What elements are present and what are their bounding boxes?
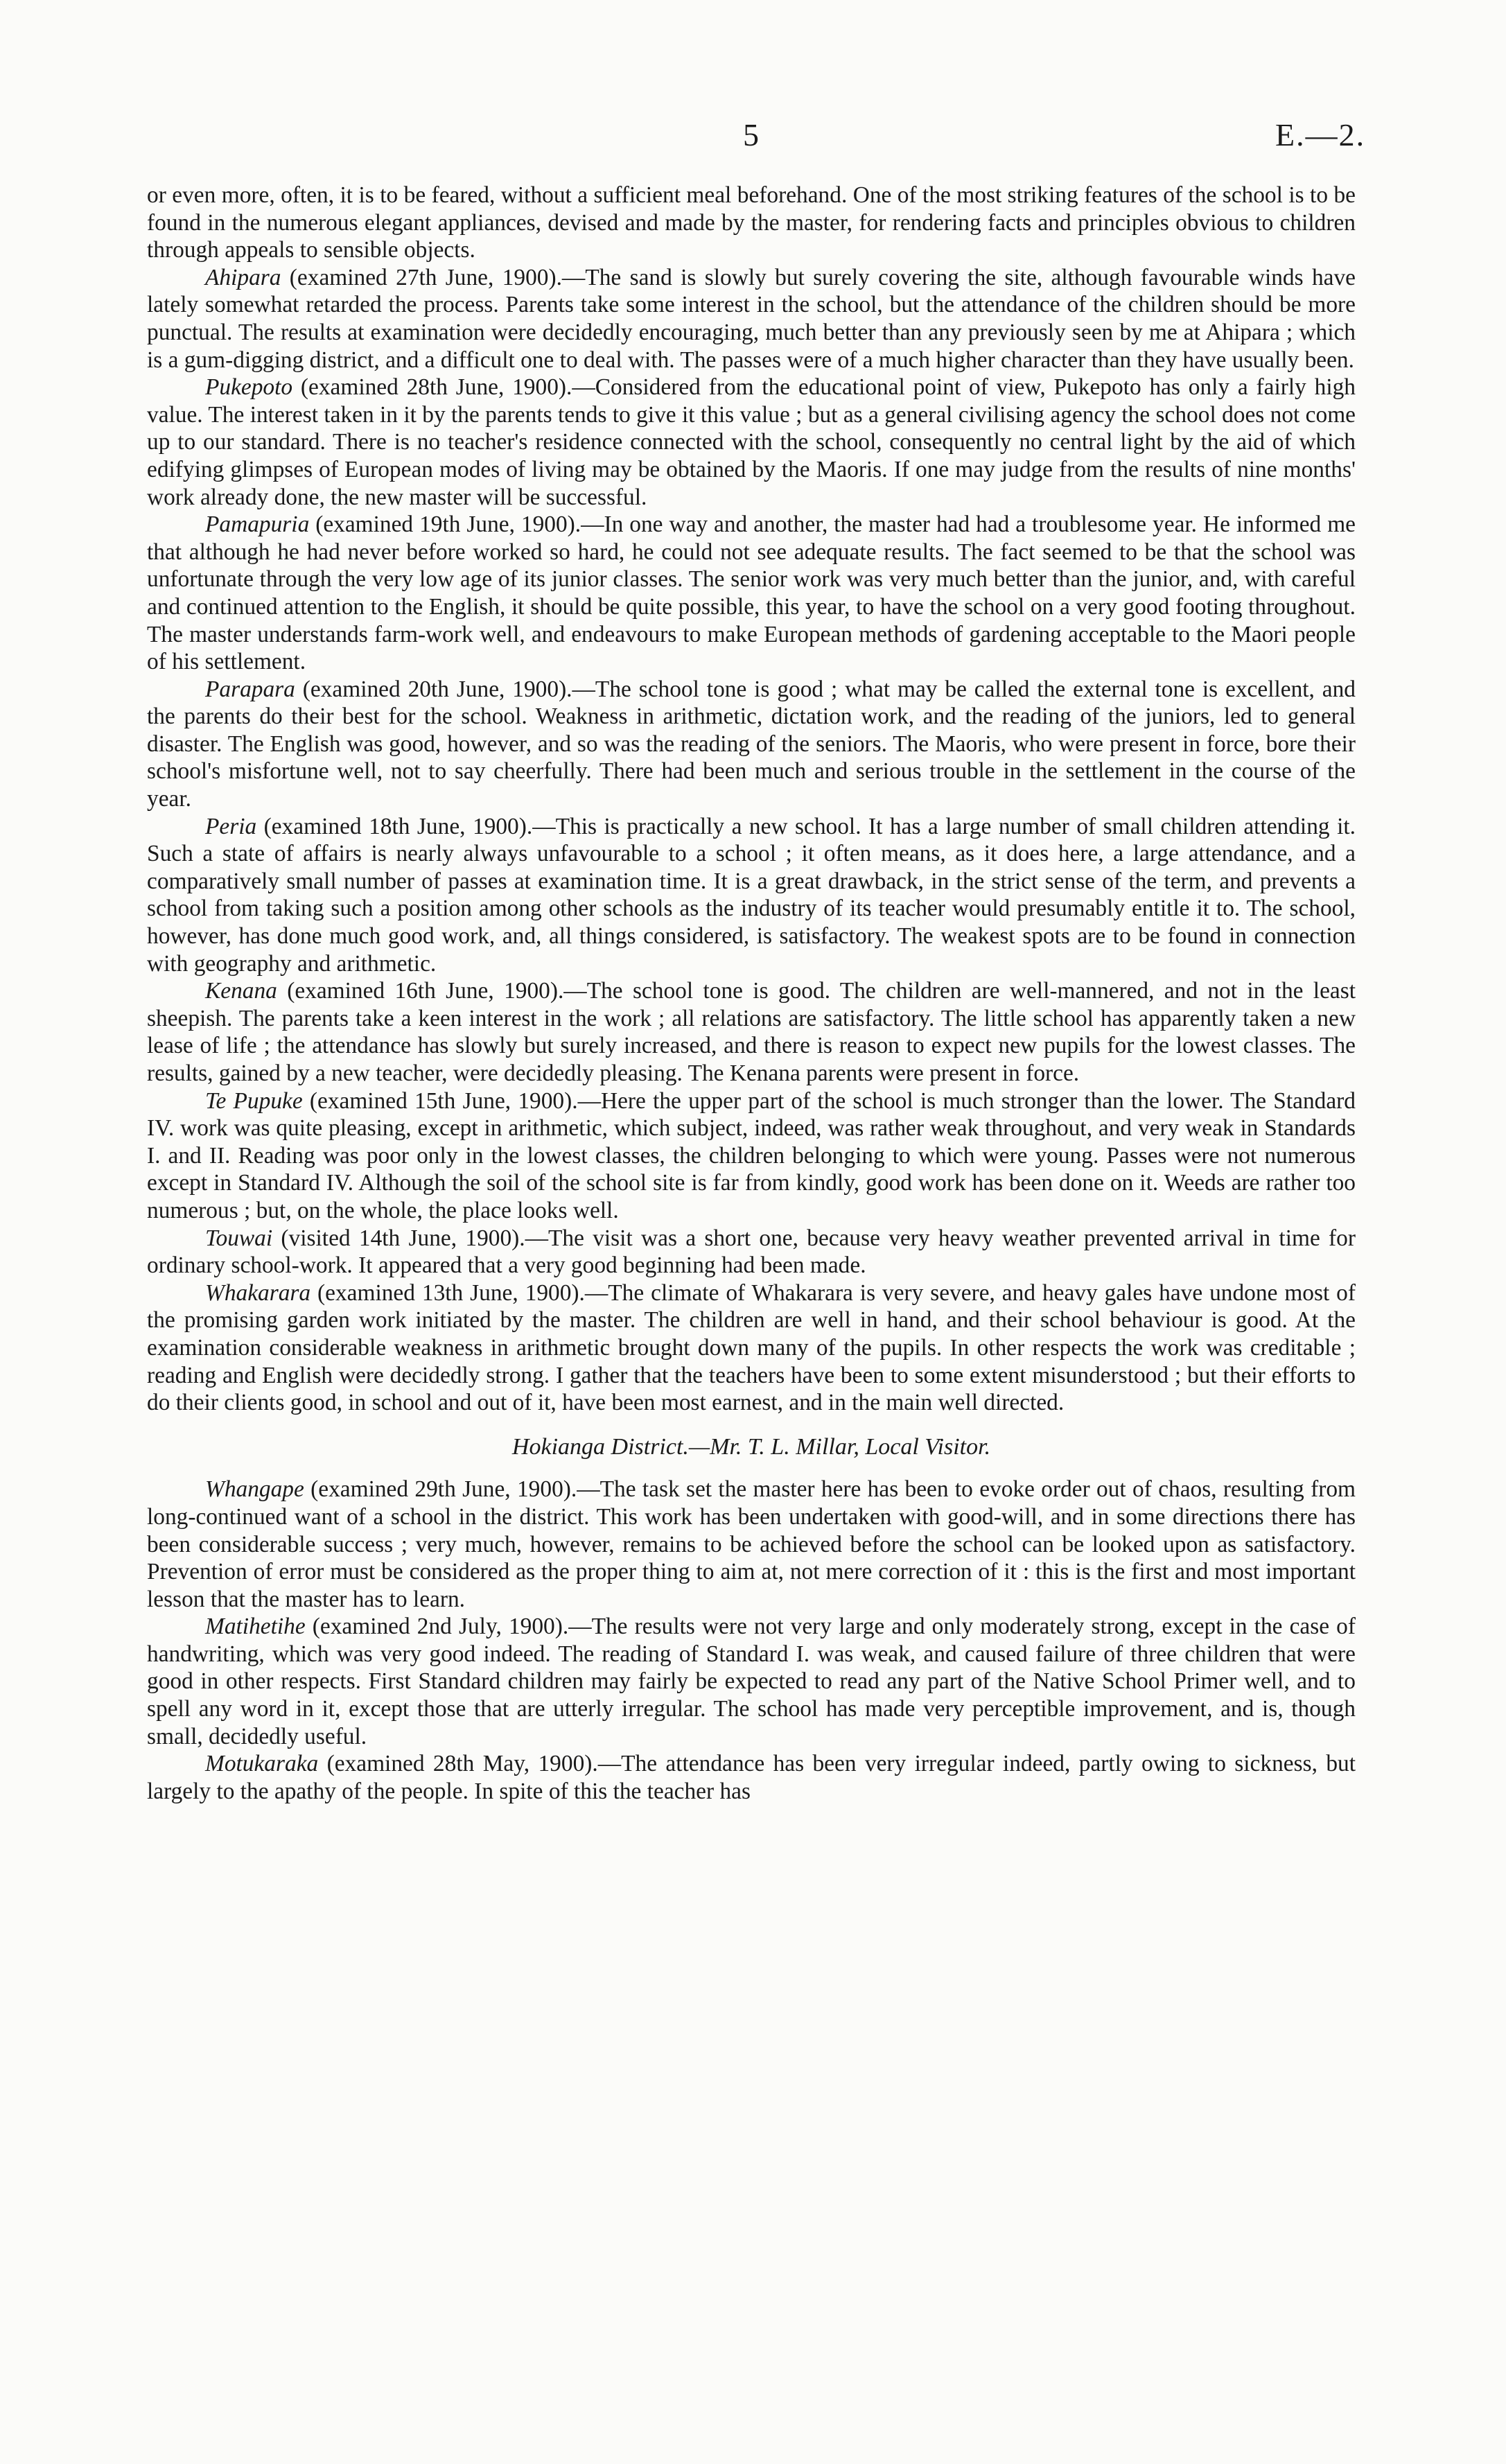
entry-peria [147,813,1356,978]
entry-parapara [147,676,1356,813]
entry-text: (examined 15th June, 1900).—Here the upper part of the school is much stronger than the lower. The Standard IV. work was quite pleasing, except in arithmetic, which subject, indeed, was rather weak throughout, and very weak in Standards I. and II. Reading was poor only in the lowest classes, the children belonging to which were young. Passes were not numerous except in Standard IV. Although the soil of the school site is far from kindly, good work has been done on it. Weeds are rather too numerous ; but, on the whole, the place looks well. [147,1087,1356,1223]
entry-text: (examined 19th June, 1900).—In one way and another, the master had had a troublesome year. He informed me that although he had never before worked so hard, he could not see adequate results. The fact seemed to be that the school was unfortunate through the very low age of its junior classes. The senior work was very much better than the junior, and, with careful and continued attention to the English, it should be quite possible, this year, to have the school on a very good footing throughout. The master understands farm-work well, and endeavours to make European methods of gardening acceptable to the Maori people of his settlement. [147,512,1356,675]
entry-touwai [147,1225,1356,1279]
entry-text: (examined 27th June, 1900).—The sand is slowly but surely covering the site, although favourable winds have lately somewhat retarded the process. Parents take some interest in the school, but the attendance of the children should be more punctual. The results at examination were decidedly encouraging, much better than any previously seen by me at Ahipara ; which is a gum-digging district, and a difficult one to deal with. The passes were of a much higher character than they have usually been. [147,264,1356,373]
entry-whakarara [147,1279,1356,1417]
place-name: Te Pupuke [205,1087,303,1114]
place-name: Pukepoto [205,374,293,401]
entry-text: (examined 18th June, 1900).—This is practically a new school. It has a large number of small children attending it. Such a state of affairs is nearly always unfavourable to a school ; it often means, as it does here, a large attendance, and a comparatively small number of passes at examination time. It is a great drawback, in the strict sense of the term, and prevents a school from taking such a position among other schools as the industry of its teacher would presumably entitle it to. The school, however, has done much good work, and, all things considered, is satisfactory. The weakest spots are to be found in connection with geography and arithmetic. [147,813,1356,977]
entry-text: (examined 2nd July, 1900).—The results were not very large and only moderately strong, except in the case of handwriting, which was very good indeed. The reading of Standard I. was weak, and caused failure of three children that were good in other respects. First Standard children may fairly be expected to read any part of the Native School Primer well, and to spell any word in it, except those that are utterly irregular. The school has made very perceptible improvement, and is, though small, decidedly useful. [147,1614,1356,1749]
place-name: Whangape [205,1476,304,1503]
entry-text: (examined 20th June, 1900).—The school tone is good ; what may be called the external tone is excellent, and the parents do their best for the school. Weakness in arithmetic, dictation work, and the reading of the juniors, led to general disaster. The English was good, however, and so was the reading of the seniors. The Maoris, who were present in force, bore their school's misfortune well, not to say cheerfully. There had been much and serious trouble in the settlement in the course of the year. [147,676,1356,812]
entry-motukaraka [147,1750,1356,1805]
entry-text: (visited 14th June, 1900).—The visit was a short one, because very heavy weather prevented arrival in time for ordinary school-work. It appeared that a very good beginning had been made. [147,1225,1356,1279]
section-heading: Hokianga District.—Mr. T. L. Millar, Local Visitor. [511,1433,991,1460]
entry-te-pupuke [147,1087,1356,1225]
entry-pamapuria [147,511,1356,676]
place-name: Motukaraka [205,1751,319,1777]
place-name: Parapara [205,676,295,702]
entry-pukepoto [147,374,1356,511]
entry-text: (examined 28th May, 1900).—The attendance has been very irregular indeed, partly owing to sickness, but largely to the apathy of the people. In spite of this the teacher has [147,1751,1356,1804]
place-name: Pamapuria [205,512,310,538]
entry-text: (examined 28th June, 1900).—Considered from the educational point of view, Pukepoto has only a fairly high value. The interest taken in it by the parents tends to give it this value ; but as a general civilising agency the school does not come up to our standard. There is no teacher's residence connected with the school, consequently no central light by the aid of which edifying glimpses of European modes of living may be obtained by the Maoris. If one may judge from the results of nine months' work already done, the new master will be successful. [147,374,1356,510]
entry-ahipara [147,264,1356,374]
place-name: Touwai [205,1225,273,1251]
place-name: Whakarara [205,1279,311,1306]
page-number: 5 [743,117,759,152]
lead-paragraph: or even more, often, it is to be feared, without a sufficient meal beforehand. One of the most striking features of the school is to be found in the numerous elegant appliances, devised and made by the master, for rendering facts and principles obvious to children through appeals to sensible objects. [147,182,1356,263]
entry-matihetihe [147,1613,1356,1750]
entry-kenana [147,977,1356,1087]
place-name: Peria [205,813,257,839]
entry-text: (examined 29th June, 1900).—The task set the master here has been to evoke order out of chaos, resulting from long-continued want of a school in the district. This work has been undertaken with good-will, and in some directions there has been considerable success ; very much, however, remains to be achieved before the school can be looked upon as satisfactory. Prevention of error must be considered as the proper thing to aim at, not mere correction of it : this is the first and most important lesson that the master has to learn. [147,1476,1356,1612]
place-name: Ahipara [205,264,281,290]
report-body [147,182,1356,1805]
place-name: Kenana [205,978,277,1004]
place-name: Matihetihe [205,1614,306,1640]
entry-whangape [147,1476,1356,1613]
entry-text: (examined 16th June, 1900).—The school tone is good. The children are well-mannered, and not in the least sheepish. The parents take a keen interest in the work ; all relations are satisfactory. The little school has apparently taken a new lease of life ; the attendance has slowly but surely increased, and there is reason to expect new pupils for the lowest classes. The results, gained by a new teacher, were decidedly pleasing. The Kenana parents were present in force. [147,978,1356,1086]
document-code: E.—2. [1275,117,1366,152]
entry-text: (examined 13th June, 1900).—The climate of Whakarara is very severe, and heavy gales have undone most of the promising garden work initiated by the master. The children are well in hand, and their school behaviour is good. At the examination considerable weakness in arithmetic brought down many of the pupils. In other respects the work was creditable ; reading and English were decidedly strong. I gather that the teachers have been to some extent misunderstood ; but their efforts to do their clients good, in school and out of it, have been most earnest, and in the main well directed. [147,1279,1356,1416]
